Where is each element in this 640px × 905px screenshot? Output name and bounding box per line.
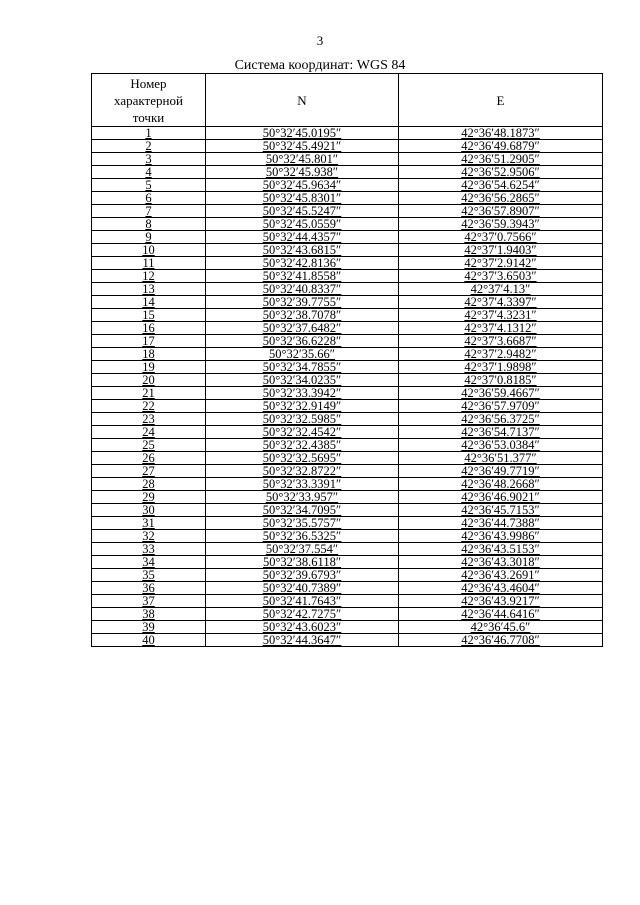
latitude-cell: 50°32′32.9149″ bbox=[206, 400, 399, 413]
point-number-cell: 30 bbox=[92, 504, 206, 517]
longitude-cell: 42°36′51.2905″ bbox=[399, 153, 603, 166]
latitude-cell: 50°32′40.7389″ bbox=[206, 582, 399, 595]
table-row bbox=[92, 465, 603, 478]
latitude-cell: 50°32′32.8722″ bbox=[206, 465, 399, 478]
latitude-cell: 50°32′45.801″ bbox=[206, 153, 399, 166]
table-row bbox=[92, 387, 603, 400]
point-number-cell: 10 bbox=[92, 244, 206, 257]
longitude-cell: 42°36′43.9986″ bbox=[399, 530, 603, 543]
longitude-cell: 42°36′56.3725″ bbox=[399, 413, 603, 426]
latitude-cell: 50°32′37.6482″ bbox=[206, 322, 399, 335]
table-row bbox=[92, 439, 603, 452]
table-row bbox=[92, 283, 603, 296]
longitude-cell: 42°36′44.6416″ bbox=[399, 608, 603, 621]
table-row bbox=[92, 517, 603, 530]
longitude-cell: 42°36′54.7137″ bbox=[399, 426, 603, 439]
table-row bbox=[92, 218, 603, 231]
longitude-cell: 42°37′4.3231″ bbox=[399, 309, 603, 322]
table-row bbox=[92, 426, 603, 439]
table-row bbox=[92, 140, 603, 153]
table-row bbox=[92, 127, 603, 140]
point-number-cell: 26 bbox=[92, 452, 206, 465]
point-number-cell: 18 bbox=[92, 348, 206, 361]
header-point-line-2: характерной bbox=[114, 92, 183, 108]
point-number-cell: 20 bbox=[92, 374, 206, 387]
longitude-cell: 42°36′43.3018″ bbox=[399, 556, 603, 569]
table-row bbox=[92, 595, 603, 608]
longitude-cell: 42°36′57.9709″ bbox=[399, 400, 603, 413]
latitude-cell: 50°32′43.6815″ bbox=[206, 244, 399, 257]
point-number-cell: 31 bbox=[92, 517, 206, 530]
point-number-cell: 8 bbox=[92, 218, 206, 231]
header-latitude-n: N bbox=[206, 74, 399, 127]
table-row bbox=[92, 244, 603, 257]
longitude-cell: 42°36′45.7153″ bbox=[399, 504, 603, 517]
point-number-cell: 38 bbox=[92, 608, 206, 621]
longitude-cell: 42°36′43.2691″ bbox=[399, 569, 603, 582]
header-point-line-1: Номер bbox=[130, 75, 167, 91]
table-row bbox=[92, 296, 603, 309]
point-number-cell: 33 bbox=[92, 543, 206, 556]
longitude-cell: 42°36′46.9021″ bbox=[399, 491, 603, 504]
table-body bbox=[92, 127, 603, 647]
point-number-cell: 1 bbox=[92, 127, 206, 140]
longitude-cell: 42°36′46.7708″ bbox=[399, 634, 603, 647]
longitude-cell: 42°36′51.377″ bbox=[399, 452, 603, 465]
longitude-cell: 42°37′0.8185″ bbox=[399, 374, 603, 387]
longitude-cell: 42°37′1.9403″ bbox=[399, 244, 603, 257]
point-number-cell: 2 bbox=[92, 140, 206, 153]
table-row bbox=[92, 166, 603, 179]
latitude-cell: 50°32′35.66″ bbox=[206, 348, 399, 361]
latitude-cell: 50°32′40.8337″ bbox=[206, 283, 399, 296]
longitude-cell: 42°37′2.9482″ bbox=[399, 348, 603, 361]
point-number-cell: 23 bbox=[92, 413, 206, 426]
header-point-number bbox=[92, 74, 206, 127]
latitude-cell: 50°32′32.5695″ bbox=[206, 452, 399, 465]
table-row bbox=[92, 335, 603, 348]
page-number: 3 bbox=[316, 33, 324, 48]
latitude-cell: 50°32′42.7275″ bbox=[206, 608, 399, 621]
longitude-cell: 42°36′43.5153″ bbox=[399, 543, 603, 556]
table-row bbox=[92, 257, 603, 270]
latitude-cell: 50°32′45.4921″ bbox=[206, 140, 399, 153]
latitude-cell: 50°32′33.957″ bbox=[206, 491, 399, 504]
latitude-cell: 50°32′32.5985″ bbox=[206, 413, 399, 426]
point-number-cell: 25 bbox=[92, 439, 206, 452]
table-row bbox=[92, 478, 603, 491]
table-row bbox=[92, 153, 603, 166]
point-number-cell: 24 bbox=[92, 426, 206, 439]
longitude-cell: 42°37′4.3397″ bbox=[399, 296, 603, 309]
point-number-cell: 39 bbox=[92, 621, 206, 634]
point-number-cell: 13 bbox=[92, 283, 206, 296]
table-row bbox=[92, 205, 603, 218]
longitude-cell: 42°36′56.2865″ bbox=[399, 192, 603, 205]
latitude-cell: 50°32′43.6023″ bbox=[206, 621, 399, 634]
table-row bbox=[92, 543, 603, 556]
table-row bbox=[92, 231, 603, 244]
point-number-cell: 29 bbox=[92, 491, 206, 504]
table-row bbox=[92, 608, 603, 621]
latitude-cell: 50°32′39.6793″ bbox=[206, 569, 399, 582]
point-number-cell: 22 bbox=[92, 400, 206, 413]
header-point-line-3: точки bbox=[132, 109, 165, 125]
latitude-cell: 50°32′38.7078″ bbox=[206, 309, 399, 322]
latitude-cell: 50°32′32.4542″ bbox=[206, 426, 399, 439]
longitude-cell: 42°36′48.1873″ bbox=[399, 127, 603, 140]
latitude-cell: 50°32′37.554″ bbox=[206, 543, 399, 556]
table-row bbox=[92, 374, 603, 387]
table-row bbox=[92, 348, 603, 361]
longitude-cell: 42°36′49.7719″ bbox=[399, 465, 603, 478]
point-number-cell: 5 bbox=[92, 179, 206, 192]
longitude-cell: 42°36′54.6254″ bbox=[399, 179, 603, 192]
latitude-cell: 50°32′33.3942″ bbox=[206, 387, 399, 400]
point-number-cell: 12 bbox=[92, 270, 206, 283]
longitude-cell: 42°36′53.0384″ bbox=[399, 439, 603, 452]
point-number-cell: 36 bbox=[92, 582, 206, 595]
point-number-cell: 21 bbox=[92, 387, 206, 400]
latitude-cell: 50°32′41.8558″ bbox=[206, 270, 399, 283]
table-row bbox=[92, 179, 603, 192]
latitude-cell: 50°32′45.8301″ bbox=[206, 192, 399, 205]
longitude-cell: 42°36′43.4604″ bbox=[399, 582, 603, 595]
table-row bbox=[92, 322, 603, 335]
longitude-cell: 42°36′45.6″ bbox=[399, 621, 603, 634]
latitude-cell: 50°32′44.4357″ bbox=[206, 231, 399, 244]
latitude-cell: 50°32′32.4385″ bbox=[206, 439, 399, 452]
table-row bbox=[92, 621, 603, 634]
table-row bbox=[92, 361, 603, 374]
longitude-cell: 42°36′52.9506″ bbox=[399, 166, 603, 179]
latitude-cell: 50°32′45.0559″ bbox=[206, 218, 399, 231]
latitude-cell: 50°32′41.7643″ bbox=[206, 595, 399, 608]
longitude-cell: 42°37′1.9898″ bbox=[399, 361, 603, 374]
latitude-cell: 50°32′45.0195″ bbox=[206, 127, 399, 140]
latitude-cell: 50°32′34.7855″ bbox=[206, 361, 399, 374]
point-number-cell: 35 bbox=[92, 569, 206, 582]
point-number-cell: 9 bbox=[92, 231, 206, 244]
latitude-cell: 50°32′45.938″ bbox=[206, 166, 399, 179]
coordinates-table bbox=[91, 73, 603, 647]
table-row bbox=[92, 634, 603, 647]
latitude-cell: 50°32′33.3391″ bbox=[206, 478, 399, 491]
longitude-cell: 42°37′3.6687″ bbox=[399, 335, 603, 348]
point-number-cell: 14 bbox=[92, 296, 206, 309]
point-number-cell: 4 bbox=[92, 166, 206, 179]
table-row bbox=[92, 491, 603, 504]
longitude-cell: 42°36′48.2668″ bbox=[399, 478, 603, 491]
longitude-cell: 42°36′57.8907″ bbox=[399, 205, 603, 218]
table-row bbox=[92, 452, 603, 465]
latitude-cell: 50°32′45.5247″ bbox=[206, 205, 399, 218]
table-row bbox=[92, 400, 603, 413]
header-longitude-e: E bbox=[399, 74, 603, 127]
point-number-cell: 15 bbox=[92, 309, 206, 322]
longitude-cell: 42°36′59.3943″ bbox=[399, 218, 603, 231]
latitude-cell: 50°32′34.7095″ bbox=[206, 504, 399, 517]
table-row bbox=[92, 504, 603, 517]
longitude-cell: 42°37′3.6503″ bbox=[399, 270, 603, 283]
table-row bbox=[92, 582, 603, 595]
table-row bbox=[92, 569, 603, 582]
longitude-cell: 42°37′4.13″ bbox=[399, 283, 603, 296]
point-number-cell: 28 bbox=[92, 478, 206, 491]
table-row bbox=[92, 530, 603, 543]
longitude-cell: 42°37′0.7566″ bbox=[399, 231, 603, 244]
latitude-cell: 50°32′36.5325″ bbox=[206, 530, 399, 543]
latitude-cell: 50°32′39.7755″ bbox=[206, 296, 399, 309]
latitude-cell: 50°32′34.0235″ bbox=[206, 374, 399, 387]
longitude-cell: 42°36′59.4667″ bbox=[399, 387, 603, 400]
longitude-cell: 42°37′4.1312″ bbox=[399, 322, 603, 335]
table-header-row bbox=[92, 74, 603, 127]
table-row bbox=[92, 270, 603, 283]
point-number-cell: 32 bbox=[92, 530, 206, 543]
point-number-cell: 16 bbox=[92, 322, 206, 335]
table-row bbox=[92, 192, 603, 205]
latitude-cell: 50°32′45.9634″ bbox=[206, 179, 399, 192]
table-row bbox=[92, 413, 603, 426]
table-row bbox=[92, 556, 603, 569]
latitude-cell: 50°32′35.5757″ bbox=[206, 517, 399, 530]
latitude-cell: 50°32′44.3647″ bbox=[206, 634, 399, 647]
point-number-cell: 6 bbox=[92, 192, 206, 205]
point-number-cell: 11 bbox=[92, 257, 206, 270]
point-number-cell: 37 bbox=[92, 595, 206, 608]
longitude-cell: 42°37′2.9142″ bbox=[399, 257, 603, 270]
point-number-cell: 17 bbox=[92, 335, 206, 348]
point-number-cell: 3 bbox=[92, 153, 206, 166]
table-row bbox=[92, 309, 603, 322]
point-number-cell: 27 bbox=[92, 465, 206, 478]
point-number-cell: 34 bbox=[92, 556, 206, 569]
latitude-cell: 50°32′42.8136″ bbox=[206, 257, 399, 270]
longitude-cell: 42°36′49.6879″ bbox=[399, 140, 603, 153]
latitude-cell: 50°32′38.6118″ bbox=[206, 556, 399, 569]
table-title: Система координат: WGS 84 bbox=[234, 58, 406, 73]
point-number-cell: 40 bbox=[92, 634, 206, 647]
longitude-cell: 42°36′43.9217″ bbox=[399, 595, 603, 608]
longitude-cell: 42°36′44.7388″ bbox=[399, 517, 603, 530]
point-number-cell: 19 bbox=[92, 361, 206, 374]
latitude-cell: 50°32′36.6228″ bbox=[206, 335, 399, 348]
point-number-cell: 7 bbox=[92, 205, 206, 218]
